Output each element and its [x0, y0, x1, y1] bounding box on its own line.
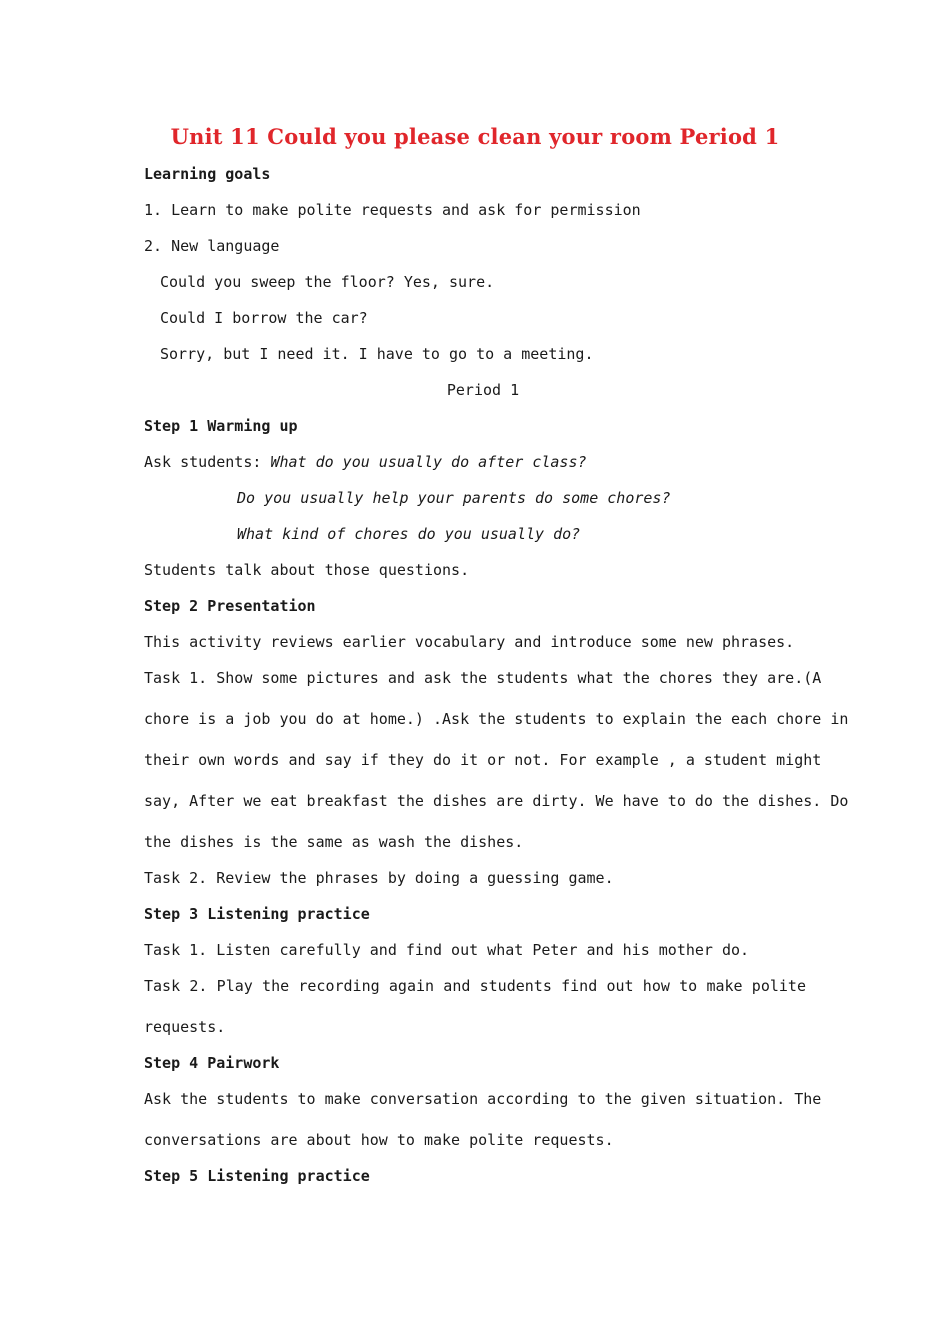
step3-heading: Step 3 Listening practice — [144, 905, 370, 923]
question-2: Do you usually help your parents do some chores? — [237, 489, 671, 507]
language-example-3: Sorry, but I need it. I have to go to a meeting. — [160, 345, 594, 363]
step2-task1-line: Task 1. Show some pictures and ask the students what the chores they are.(A — [144, 669, 822, 687]
language-example-2: Could I borrow the car? — [160, 309, 368, 327]
step2-task1-line: say, After we eat breakfast the dishes are dirty. We have to do the dishes. Do — [144, 792, 849, 810]
step4-line: Ask the students to make conversation according to the given situation. The — [144, 1090, 822, 1108]
step4-line: conversations are about how to make polite requests. — [144, 1131, 614, 1149]
step5-heading: Step 5 Listening practice — [144, 1167, 370, 1185]
page-title: Unit 11 Could you please clean your room Period 1 — [170, 124, 780, 149]
step3-task1: Task 1. Listen carefully and find out what Peter and his mother do. — [144, 941, 750, 959]
step2-task1-line: their own words and say if they do it or not. For example , a student might — [144, 751, 822, 769]
step2-task1-line: chore is a job you do at home.) .Ask the students to explain the each chore in — [144, 710, 849, 728]
step2-intro: This activity reviews earlier vocabulary and introduce some new phrases. — [144, 633, 795, 651]
step1-ask-line — [144, 452, 587, 472]
step1-heading: Step 1 Warming up — [144, 417, 298, 435]
goal-item-2: 2. New language — [144, 237, 280, 255]
language-example-1: Could you sweep the floor? Yes, sure. — [160, 273, 495, 291]
period-heading: Period 1 — [446, 381, 520, 399]
step3-task2-line: requests. — [144, 1018, 226, 1036]
step4-heading: Step 4 Pairwork — [144, 1054, 280, 1072]
ask-prefix: Ask students: — [144, 453, 271, 471]
question-3: What kind of chores do you usually do? — [237, 525, 581, 543]
question-1: What do you usually do after class? — [270, 453, 587, 471]
step2-task1-line: the dishes is the same as wash the dishes. — [144, 833, 524, 851]
step2-task2: Task 2. Review the phrases by doing a guessing game. — [144, 869, 614, 887]
goal-item-1: 1. Learn to make polite requests and ask for permission — [144, 201, 641, 219]
step2-heading: Step 2 Presentation — [144, 597, 316, 615]
step1-summary: Students talk about those questions. — [144, 561, 470, 579]
step3-task2-line: Task 2. Play the recording again and students find out how to make polite — [144, 977, 806, 995]
learning-goals-heading: Learning goals — [144, 165, 271, 183]
